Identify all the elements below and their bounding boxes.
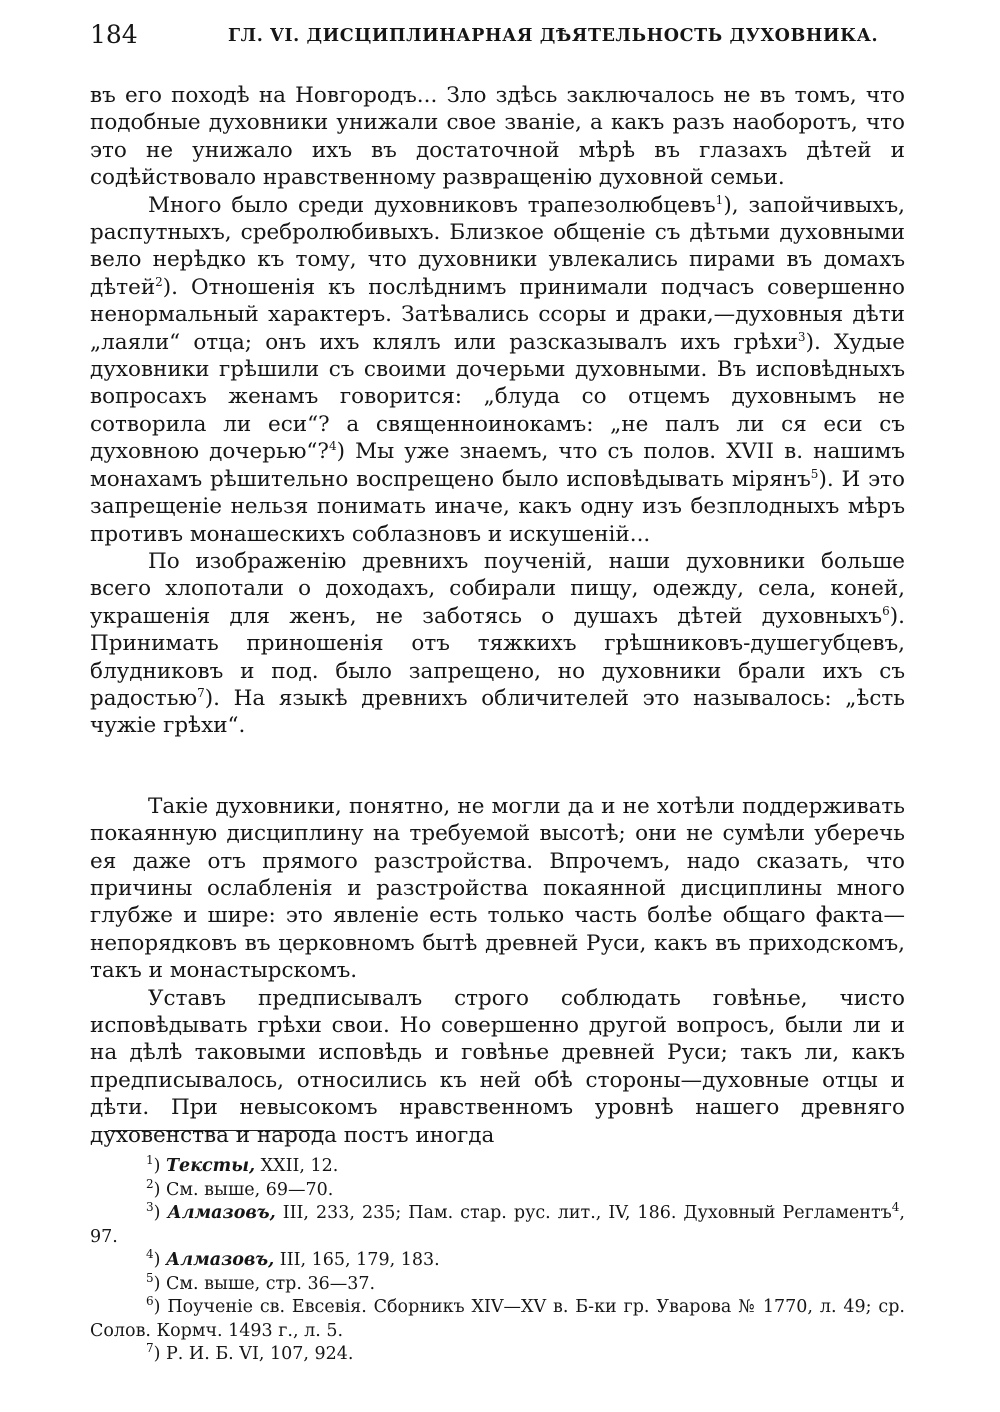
footnote: $^5$) См. выше, стр. 36—37. [146,1270,376,1294]
footnotes [90,1155,905,1367]
footnote: $^3$) Алмазовъ, III, 233, 235; Пам. стар. рус. лит., IV, 186. Духовный Регламентъ$^4$, 97. [90,1200,905,1247]
page-number: 184 [90,20,138,49]
footnote: $^6$) Поученіе св. Евсевія. Сборникъ XIV—XV в. Б-ки гр. Уварова № 1770, л. 49; ср. Солов. Кормч. 1493 г., л. 5. [90,1294,905,1341]
footnote-ref: 7 [197,685,205,700]
footnote-ref: 6 [882,603,890,618]
footnote-ref: 1 [715,192,724,207]
body-text [90,82,905,1149]
book-page [90,20,906,1364]
paragraph-5: Уставъ предписывалъ строго соблюдать говѣнье, чисто исповѣдывать грѣхи свои. Но совершенно другой вопросъ, были ли и на дѣлѣ таковыми исповѣдь и говѣнье древней Руси; такъ ли, какъ предписывалось, относились къ ней обѣ стороны—духовные отцы и дѣти. При невысокомъ нравственномъ уровнѣ нашего древняго духовенства и народа постъ иногда [90,985,905,1148]
paragraph-2: Много было среди духовниковъ трапезолюбцевъ$^1$), запойчивыхъ, распутныхъ, сребролюбивыхъ. Близкое общеніе съ дѣтьми духовными вело нерѣдко къ тому, что духовники увлекались пирами въ домахъ дѣтей$^2$). Отношенія къ послѣднимъ принимали подчасъ совершенно ненормальный характеръ. Затѣвались ссоры и драки,—духовныя дѣти „лаяли“ отца; онъ ихъ клялъ или разсказывалъ ихъ грѣхи$^3$). Худые духовники грѣшили съ своими дочерьми духовными. Въ исповѣдныхъ вопросахъ женамъ говорится: „блуда со отцемъ духовнымъ не сотворила ли еси“? а священноинокамъ: „не палъ ли ся еси съ духовною дочерью“?$^4$) Мы уже знаемъ, что съ полов. XVII в. нашимъ монахамъ рѣшительно воспрещено было исповѣдывать мірянъ$^5$). И это запрещеніе нельзя понимать иначе, какъ одну изъ безплодныхъ мѣръ противъ монашескихъ соблазновъ и искушеній... [90,192,906,547]
footnote: $^2$) См. выше, 69—70. [146,1176,334,1200]
paragraph-4: Такіе духовники, понятно, не могли да и не хотѣли поддерживать покаянную дисциплину на требуемой высотѣ; они не сумѣли уберечь ея даже отъ прямого разстройства. Впрочемъ, надо сказать, что причины ослабленія и разстройства покаянной дисциплины много глубже и шире: это явленіе есть только часть болѣе общаго факта—непорядковъ въ церковномъ бытѣ древней Руси, какъ въ приходскомъ, такъ и монастырскомъ. [90,793,905,984]
section-gap [90,740,905,793]
page-header [90,20,905,56]
footnote: $^1$) Тексты, XXII, 12. [146,1153,339,1176]
paragraph-3: По изображенію древнихъ поученій, наши духовники больше всего хлопотали о доходахъ, собирали пищу, одежду, села, коней, украшенія для женъ, не заботясь о душахъ дѣтей духовныхъ$^6$). Принимать приношенія отъ тяжкихъ грѣшниковъ-душегубцевъ, блудниковъ и под. было запрещено, но духовники брали ихъ съ радостью$^7$). На языкѣ древнихъ обличителей это называлось: „ѣсть чужіе грѣхи“. [90,548,905,739]
footnote-ref: 5 [810,466,819,481]
footnote-ref: 2 [155,274,163,289]
footnote-ref: 4 [328,439,337,454]
footnote-ref: 3 [797,329,806,344]
paragraph-1: въ его походѣ на Новгородъ... Зло здѣсь заключалось не въ томъ, что подобные духовники унижали свое званіе, а какъ разъ наоборотъ, что это не унижало ихъ въ достаточной мѣрѣ въ глазахъ дѣтей и содѣйствовало нравственному развращенію духовной семьи. [90,83,905,191]
footnote-divider [108,1130,324,1131]
footnote: $^7$) Р. И. Б. VI, 107, 924. [146,1341,354,1364]
footnote: $^4$) Алмазовъ, III, 165, 179, 183. [146,1247,440,1270]
running-title: ГЛ. VI. ДИСЦИПЛИНАРНАЯ ДѢЯТЕЛЬНОСТЬ ДУХОВНИКА. [228,26,879,46]
